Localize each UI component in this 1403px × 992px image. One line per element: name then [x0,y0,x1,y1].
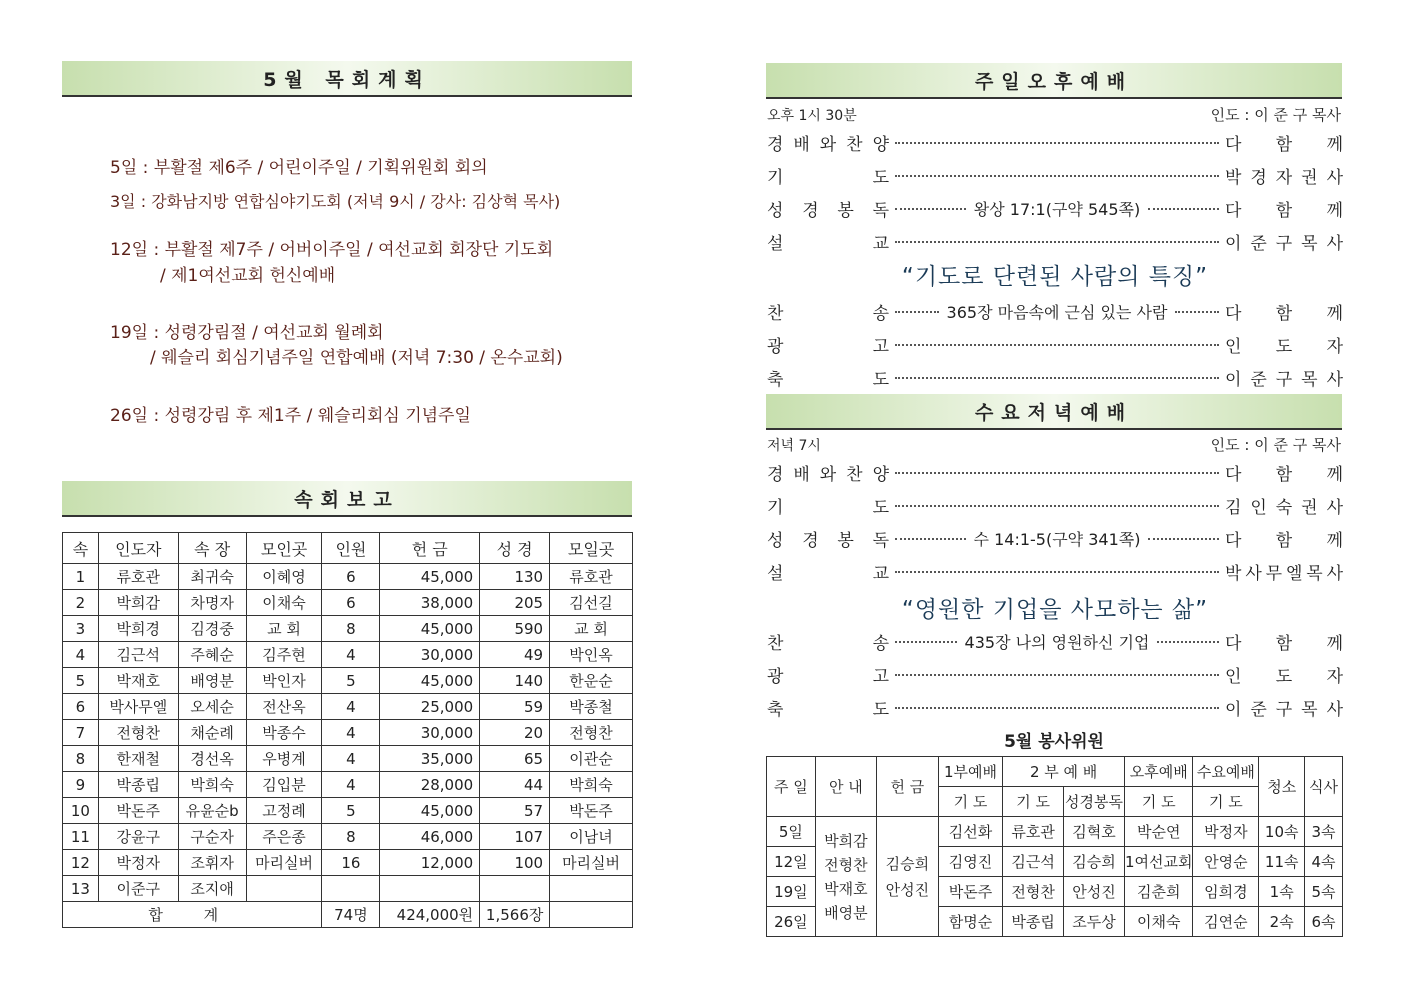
order-label: 성 경 봉 독 [767,530,889,551]
table-cell: 65 [480,746,550,772]
table-cell: 차명자 [178,590,246,616]
column-header: 주 일 [767,757,816,817]
table-cell: 2속 [1259,907,1305,937]
table-cell: 1속 [1259,877,1305,907]
dotted-leader [895,239,1219,243]
table-cell: 9 [63,772,99,798]
plan-item: / 웨슬리 회심기념주일 연합예배 (저녁 7:30 / 온수교회) [150,348,563,368]
table-row [63,850,633,876]
table-cell: 5일 [767,817,816,847]
table-cell: 4 [322,746,380,772]
table-cell: 28,000 [380,772,480,798]
dotted-leader [895,705,1219,709]
cell-report-table [62,532,633,928]
table-cell: 전형찬 [98,720,178,746]
table-cell: 김춘희 [1124,877,1193,907]
table-cell: 김주현 [246,642,322,668]
table-cell: 19일 [767,877,816,907]
column-header: 속 장 [178,533,246,564]
table-row [767,817,1343,847]
order-detail: 365장 마음속에 근심 있는 사람 [946,302,1168,322]
table-cell: 13 [63,876,99,902]
table-cell: 6 [322,564,380,590]
table-cell: 11속 [1259,847,1305,877]
table-cell: 4 [322,720,380,746]
table-row [63,616,633,642]
table-cell: 김선길 [550,590,633,616]
column-subheader: 성경봉독 [1064,787,1125,817]
table-cell: 박종립 [1003,907,1064,937]
table-cell: 8 [322,824,380,850]
table-cell: 마리실버 [246,850,322,876]
dotted-leader [895,375,1219,379]
table-cell: 교 회 [246,616,322,642]
volunteers-title: 5월 봉사위원 [1004,732,1104,752]
table-cell [480,876,550,902]
dotted-leader [895,300,1219,323]
order-person: 이 준 구 목 사 [1225,699,1343,720]
table-cell: 전형찬 [550,720,633,746]
table-cell: 박종립 [98,772,178,798]
order-line [767,626,1343,656]
column-subheader: 기 도 [1193,787,1259,817]
order-label: 광 고 [767,666,889,687]
order-person: 박 사 무 엘 목 사 [1225,563,1343,584]
table-cell: 김영진 [938,847,1003,877]
table-cell: 전산옥 [246,694,322,720]
order-label: 경 배 와 찬 양 [767,134,889,155]
table-cell: 6속 [1305,907,1343,937]
wednesday-sermon-title: “영원한 기업을 사모하는 삶” [901,597,1209,623]
volunteers-table [766,756,1343,937]
table-cell: 박정자 [1193,817,1259,847]
order-label: 축 도 [767,699,889,720]
order-line [767,457,1343,487]
order-label: 찬 송 [767,633,889,654]
table-cell: 김입분 [246,772,322,798]
dotted-leader [895,569,1219,573]
table-row [63,564,633,590]
dotted-leader [895,672,1219,676]
order-person: 다 함 께 [1225,464,1343,485]
table-cell: 4 [322,642,380,668]
table-cell: 김근석 [98,642,178,668]
order-person: 다 함 께 [1225,134,1343,155]
table-cell: 주혜순 [178,642,246,668]
table-cell: 이준구 [98,876,178,902]
afternoon-header: 주일오후예배 [766,63,1342,99]
column-header: 헌 금 [877,757,938,817]
table-cell: 교 회 [550,616,633,642]
order-line [767,556,1343,586]
plan-item: / 제1여선교회 헌신예배 [160,266,336,286]
table-cell: 이채숙 [1124,907,1193,937]
order-person: 다 함 께 [1225,303,1343,324]
order-label: 찬 송 [767,303,889,324]
column-subheader: 기 도 [1003,787,1064,817]
table-cell: 임희경 [1193,877,1259,907]
column-header: 청소 [1259,757,1305,817]
order-line [767,127,1343,157]
order-detail: 수 14:1-5(구약 341쪽) [973,529,1141,549]
table-cell: 16 [322,850,380,876]
plan-item: 26일 : 성령강림 후 제1주 / 웨슬리회심 기념주일 [110,406,471,426]
table-cell: 38,000 [380,590,480,616]
total-empty [550,902,633,928]
column-header: 인도자 [98,533,178,564]
order-person: 인 도 자 [1225,666,1343,687]
order-line [767,692,1343,722]
table-cell: 이관순 [550,746,633,772]
table-cell: 김근석 [1003,847,1064,877]
table-cell [380,876,480,902]
table-cell: 박돈주 [98,798,178,824]
table-cell: 박희숙 [178,772,246,798]
order-label: 광 고 [767,336,889,357]
column-subheader: 기 도 [1124,787,1193,817]
table-cell: 경선옥 [178,746,246,772]
table-cell: 박종철 [550,694,633,720]
table-cell: 박인옥 [550,642,633,668]
table-cell: 류호관 [1003,817,1064,847]
order-person: 다 함 께 [1225,633,1343,654]
table-row [63,668,633,694]
order-line [767,523,1343,553]
table-cell: 구순자 [178,824,246,850]
table-cell: 5속 [1305,877,1343,907]
table-cell: 3속 [1305,817,1343,847]
table-cell: 마리실버 [550,850,633,876]
table-cell: 오세순 [178,694,246,720]
total-bible: 1,566장 [480,902,550,928]
table-cell: 20 [480,720,550,746]
table-cell: 45,000 [380,798,480,824]
column-header: 식사 [1305,757,1343,817]
table-cell: 박사무엘 [98,694,178,720]
table-cell: 조지애 [178,876,246,902]
order-label: 설 교 [767,563,889,584]
table-cell: 35,000 [380,746,480,772]
order-line [767,490,1343,520]
table-cell: 7 [63,720,99,746]
order-person: 다 함 께 [1225,530,1343,551]
table-cell: 5 [322,668,380,694]
order-person: 박 경 자 권 사 [1225,167,1343,188]
order-person: 김 인 숙 권 사 [1225,497,1343,518]
table-cell: 59 [480,694,550,720]
table-cell: 12 [63,850,99,876]
order-line [767,160,1343,190]
column-header: 속 [63,533,99,564]
table-cell: 전형찬 [1003,877,1064,907]
table-row [63,642,633,668]
table-cell: 박정자 [98,850,178,876]
table-cell: 6 [322,590,380,616]
table-cell: 4속 [1305,847,1343,877]
table-cell: 박종수 [246,720,322,746]
guide-cell: 박희감 전형찬 박재호 배영분 [815,817,876,937]
table-cell: 박돈주 [550,798,633,824]
table-cell: 함명순 [938,907,1003,937]
plan-item: 12일 : 부활절 제7주 / 어버이주일 / 여선교회 회장단 기도회 [110,240,554,260]
table-cell: 100 [480,850,550,876]
plan-header: 5월 목회계획 [62,61,632,97]
afternoon-leader: 인도 : 이 준 구 목사 [1210,106,1341,124]
afternoon-sermon-title: “기도로 단련된 사람의 특징” [901,264,1209,290]
table-cell: 김선화 [938,817,1003,847]
table-cell: 4 [322,694,380,720]
table-cell: 한재철 [98,746,178,772]
table-cell [322,876,380,902]
table-cell: 안성진 [1064,877,1125,907]
table-cell: 5 [322,798,380,824]
column-subheader: 기 도 [938,787,1003,817]
table-cell: 김연순 [1193,907,1259,937]
table-cell: 107 [480,824,550,850]
column-header: 성 경 [480,533,550,564]
table-cell: 12일 [767,847,816,877]
order-line [767,659,1343,689]
table-cell: 130 [480,564,550,590]
table-row [63,798,633,824]
table-cell: 박돈주 [938,877,1003,907]
table-cell: 박희감 [98,590,178,616]
table-cell: 2 [63,590,99,616]
table-cell: 김경중 [178,616,246,642]
afternoon-time: 오후 1시 30분 [767,108,857,124]
table-cell: 박인자 [246,668,322,694]
dotted-leader [895,470,1219,474]
order-label: 경 배 와 찬 양 [767,464,889,485]
order-person: 이 준 구 목 사 [1225,233,1343,254]
table-row [63,590,633,616]
column-header: 수요예배 [1193,757,1259,787]
table-cell: 4 [63,642,99,668]
order-line [767,362,1343,392]
table-cell: 45,000 [380,564,480,590]
wednesday-header: 수요저녁예배 [766,394,1342,430]
table-cell: 박희경 [98,616,178,642]
table-cell: 류호관 [550,564,633,590]
order-line [767,329,1343,359]
table-cell: 10 [63,798,99,824]
order-label: 성 경 봉 독 [767,200,889,221]
order-label: 설 교 [767,233,889,254]
table-cell: 205 [480,590,550,616]
table-cell: 박재호 [98,668,178,694]
table-cell: 30,000 [380,642,480,668]
table-cell: 채순례 [178,720,246,746]
wednesday-leader: 인도 : 이 준 구 목사 [1210,436,1341,454]
table-cell: 10속 [1259,817,1305,847]
table-cell: 45,000 [380,616,480,642]
table-row [63,876,633,902]
table-cell: 조휘자 [178,850,246,876]
table-cell: 유윤순b [178,798,246,824]
table-cell: 고정례 [246,798,322,824]
table-cell: 140 [480,668,550,694]
report-header: 속회보고 [62,481,632,517]
table-cell: 1 [63,564,99,590]
table-cell: 박희숙 [550,772,633,798]
table-cell: 배영분 [178,668,246,694]
table-cell: 조두상 [1064,907,1125,937]
dotted-leader [895,527,1219,550]
order-person: 인 도 자 [1225,336,1343,357]
table-cell: 김승희 [1064,847,1125,877]
table-cell: 44 [480,772,550,798]
dotted-leader [895,342,1219,346]
table-cell: 주은종 [246,824,322,850]
order-person: 이 준 구 목 사 [1225,369,1343,390]
table-cell: 8 [322,616,380,642]
order-line [767,296,1343,326]
table-cell: 한운순 [550,668,633,694]
column-header: 모일곳 [550,533,633,564]
table-cell: 박순연 [1124,817,1193,847]
column-header: 오후예배 [1124,757,1193,787]
total-offering: 424,000원 [380,902,480,928]
table-cell: 류호관 [98,564,178,590]
table-cell: 3 [63,616,99,642]
table-cell: 25,000 [380,694,480,720]
table-cell: 11 [63,824,99,850]
table-cell: 4 [322,772,380,798]
order-label: 기 도 [767,497,889,518]
column-header: 모인곳 [246,533,322,564]
order-detail: 왕상 17:1(구약 545쪽) [973,199,1141,219]
dotted-leader [895,173,1219,177]
column-header: 헌 금 [380,533,480,564]
table-cell: 1여선교회 [1124,847,1193,877]
table-cell: 이혜영 [246,564,322,590]
plan-item: 3일 : 강화남지방 연합심야기도회 (저녁 9시 / 강사: 김상혁 목사) [110,192,561,211]
order-label: 축 도 [767,369,889,390]
table-cell: 우병계 [246,746,322,772]
offering-cell: 김승희 안성진 [877,817,938,937]
order-detail: 435장 나의 영원하신 기업 [964,632,1150,652]
volunteers-header-row [767,757,1343,787]
table-cell: 김혁호 [1064,817,1125,847]
table-cell: 45,000 [380,668,480,694]
table-cell: 12,000 [380,850,480,876]
wednesday-time: 저녁 7시 [767,438,821,454]
order-person: 다 함 께 [1225,200,1343,221]
dotted-leader [895,197,1219,220]
column-header: 1부예배 [938,757,1003,787]
table-cell: 49 [480,642,550,668]
total-people: 74명 [322,902,380,928]
dotted-leader [895,630,1219,653]
order-line [767,193,1343,223]
table-row [63,772,633,798]
dotted-leader [895,503,1219,507]
table-cell: 강윤구 [98,824,178,850]
plan-item: 5일 : 부활절 제6주 / 어린이주일 / 기획위원회 회의 [110,158,488,178]
table-row [63,694,633,720]
table-header-row [63,533,633,564]
dotted-leader [895,140,1219,144]
table-cell: 이남녀 [550,824,633,850]
table-cell: 590 [480,616,550,642]
column-header: 2 부 예 배 [1003,757,1125,787]
table-cell: 30,000 [380,720,480,746]
column-header: 안 내 [815,757,876,817]
total-label: 합 계 [63,902,322,928]
table-cell: 안영순 [1193,847,1259,877]
table-cell: 46,000 [380,824,480,850]
table-cell [246,876,322,902]
table-cell: 6 [63,694,99,720]
order-line [767,226,1343,256]
table-cell: 26일 [767,907,816,937]
plan-item: 19일 : 성령강림절 / 여선교회 월례회 [110,323,384,343]
column-header: 인원 [322,533,380,564]
table-cell: 최귀숙 [178,564,246,590]
table-cell: 57 [480,798,550,824]
total-row [63,902,633,928]
table-row [63,746,633,772]
table-cell: 이채숙 [246,590,322,616]
table-cell: 8 [63,746,99,772]
table-row [63,720,633,746]
table-row [63,824,633,850]
table-cell: 5 [63,668,99,694]
table-cell [550,876,633,902]
order-label: 기 도 [767,167,889,188]
